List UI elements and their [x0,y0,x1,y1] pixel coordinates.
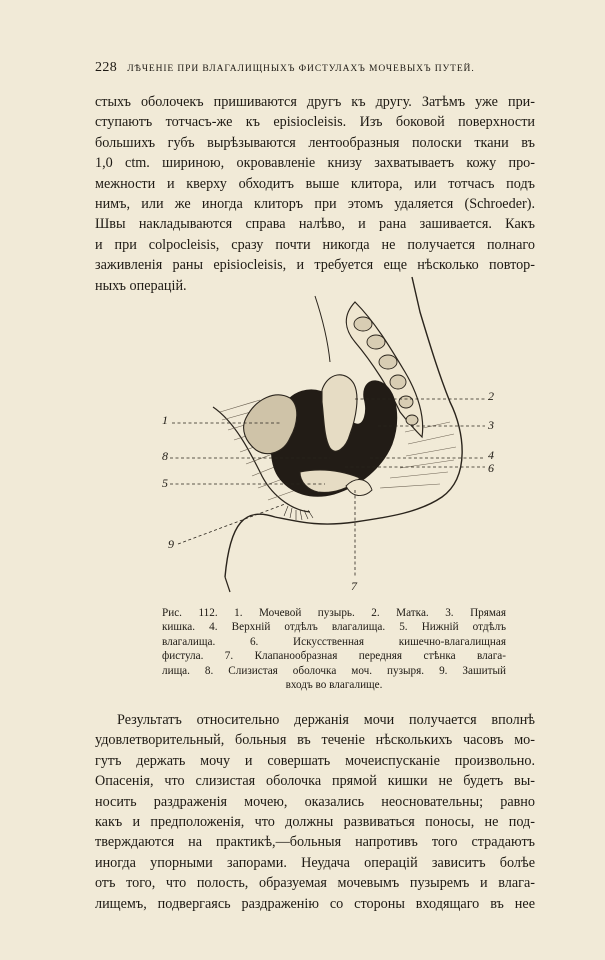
figure-label-3: 3 [488,418,494,432]
running-head-title: ЛѢЧЕНІЕ ПРИ ВЛАГАЛИЩНЫХЪ ФИСТУЛАХЪ МОЧЕВЫХЪ ПУТЕЙ. [127,64,475,74]
text-line: иногда упорными запорами. Неудача операцій зависитъ болѣе [95,854,535,871]
text-line: отъ того, что полость, образуемая мочевымъ пузыремъ и влага- [95,875,535,892]
text-line: заживленія раны episiocleisis, и требуется еще нѣсколько повтор- [95,257,535,274]
caption-line: кишка. 4. Верхній отдѣлъ влагалища. 5. Нижній отдѣлъ [162,621,506,634]
caption-line: входъ во влагалище. [285,679,383,692]
figure-label-2: 2 [488,389,494,403]
text-line: большихъ губъ вырѣзываются лентообразныя полоски ткани въ [95,134,535,151]
hair-stroke [284,506,313,520]
page-number: 228 [95,60,118,75]
caption-line: влагалища. 6. Искусственная кишечно-влагалищная [162,635,506,648]
text-line: удовлетворительный, больныя въ теченіе нѣсколькихъ часовъ мо- [95,732,535,749]
paragraph-bottom [95,710,535,914]
text-line: ныхъ операцій. [95,277,187,294]
text-line: лищемъ, подвергаясь раздраженію со стороны входящаго въ нее [95,895,535,912]
figure-label-5: 5 [162,476,168,490]
text-line: ступаютъ тотчасъ-же къ episiocleisis. Изъ боковой поверхности [95,114,535,131]
figure-label-8: 8 [162,449,168,463]
anatomical-figure [150,272,520,597]
text-line: стыхъ оболочекъ пришиваются другъ къ другу. Затѣмъ уже при- [95,94,535,110]
text-line: гутъ держать мочу и совершать мочеиспусканіе произвольно. [95,752,535,769]
text-line: Опасенія, что слизистая оболочка прямой кишки не будетъ вы- [95,773,535,790]
caption-line: фистула. 7. Клапанообразная передняя стѣнка влага- [162,650,506,663]
figure-label-4: 4 [488,448,494,462]
text-line: какъ и предположенія, что должны развиваться поносы, не под- [95,814,535,831]
figure-label-9: 9 [168,537,174,551]
body-outline [315,296,330,362]
text-line: межности и кверху обходитъ выше клитора, или тотчасъ подъ [95,175,535,192]
pelvis-section-drawing [150,272,520,597]
figure-label-7: 7 [351,579,357,593]
text-line: и при colpocleisis, сразу почти никогда не получается полнаго [95,236,535,253]
figure-label-1: 1 [162,413,168,427]
paragraph-top [95,92,535,296]
text-line: Результатъ относительно держанія мочи получается вполнѣ [117,712,535,728]
running-head [95,60,535,76]
caption-line: лища. 8. Слизистая оболочка моч. пузыря. 9. Зашитый [162,664,506,677]
text-line: 1,0 ctm. шириною, окровавленіе книзу захватываетъ кожу про- [95,155,535,172]
body-outline [225,577,230,592]
text-line: нимъ, или же иногда клиторъ при этомъ удаляется (Schroeder). [95,196,535,213]
figure-label-6: 6 [488,461,494,475]
caption-line: Рис. 112. 1. Мочевой пузырь. 2. Матка. 3. Прямая [162,607,506,619]
figure-caption [162,606,506,692]
text-line: носить раздраженія мочею, оказались неосновательны; равно [95,793,535,810]
text-line: тверждаются на практикѣ,—больныя напротивъ того страдаютъ [95,834,535,851]
text-line: Швы накладываются справа налѣво, и рана зашивается. Какъ [95,216,535,233]
